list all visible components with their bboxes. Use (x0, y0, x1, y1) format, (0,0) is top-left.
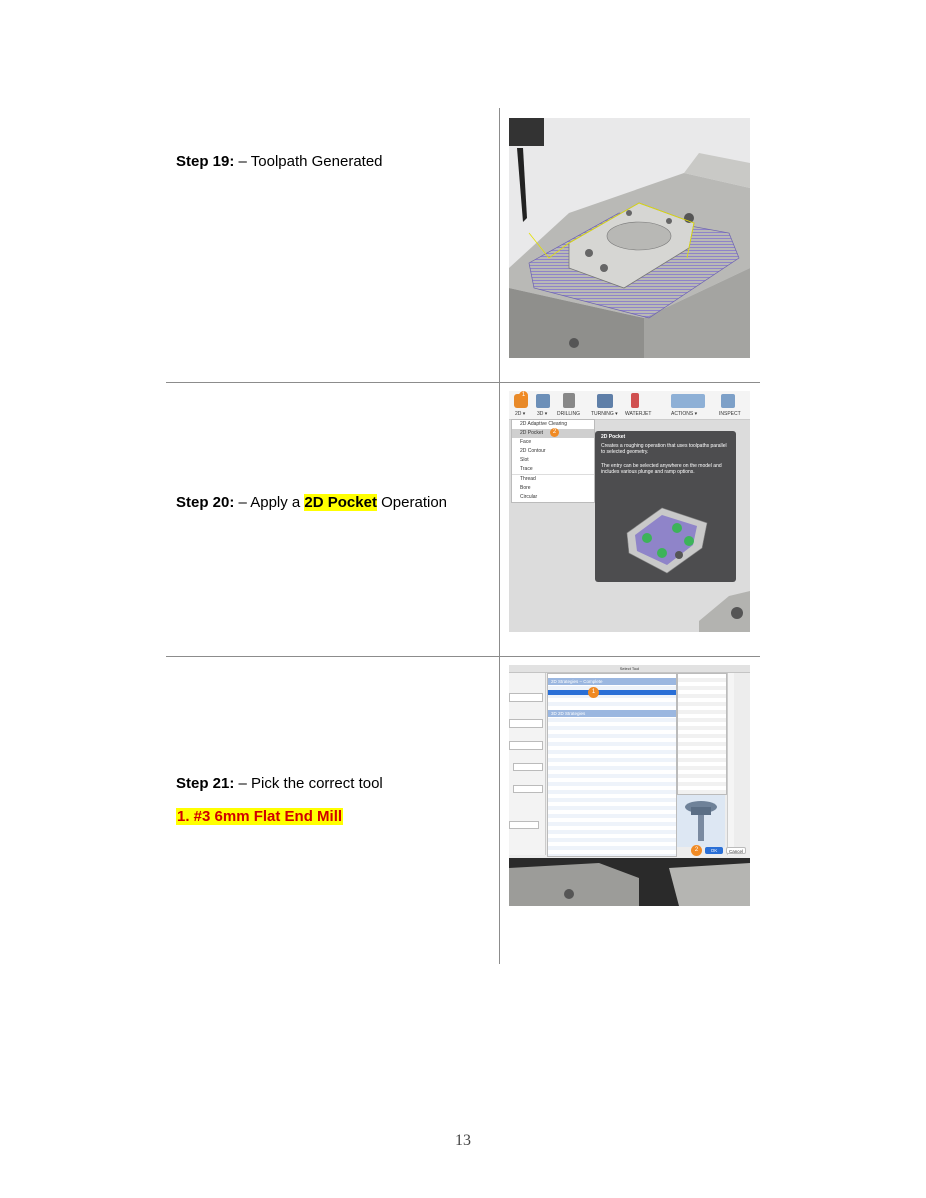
table-divider-row-2 (166, 656, 760, 657)
inspect-tab-icon[interactable] (721, 394, 735, 408)
menu-item-2d-adaptive[interactable]: 2D Adaptive Clearing (520, 421, 567, 427)
dialog-titlebar: Select Tool (509, 665, 750, 673)
tool-group-header-2: 3D 2D Strategies (548, 710, 676, 717)
step-21-caption: Step 21: – Pick the correct tool (176, 775, 383, 792)
menu-item-bore[interactable]: Bore (520, 485, 531, 491)
tab-2d[interactable]: 2D ▾ (515, 411, 526, 417)
vise-fragment (699, 591, 750, 632)
badge-step-2: 2 (550, 428, 559, 437)
tooltip-description-1: Creates a roughing operation that uses toolpaths parallel to selected geometry. (601, 443, 727, 455)
tooltip-description-2: The entry can be selected anywhere on the model and includes various plunge and ramp options. (601, 463, 722, 475)
toolpath-screenshot (509, 118, 750, 358)
badge-select-tool: 1 (588, 687, 599, 698)
tool-choice-highlight: 1. #3 6mm Flat End Mill (177, 808, 343, 825)
tab-3d[interactable]: 3D ▾ (537, 411, 548, 417)
2d-pocket-tooltip (595, 431, 736, 582)
tab-actions[interactable]: ACTIONS ▾ (671, 411, 698, 417)
actions-tab-icon[interactable] (671, 394, 705, 408)
tool-row-selected-6mm-flat[interactable] (548, 690, 676, 695)
tool-list (547, 673, 677, 857)
page-number: 13 (455, 1132, 471, 1149)
tooltip-title: 2D Pocket (601, 434, 626, 440)
vise-bottom-fragment (509, 858, 750, 906)
setting-field-2[interactable] (513, 785, 543, 793)
cancel-button[interactable]: Cancel (726, 847, 746, 854)
ok-button[interactable]: OK (705, 847, 723, 854)
2d-dropdown-menu (511, 419, 595, 503)
waterjet-tab-icon[interactable] (631, 393, 639, 408)
step-20-caption: Step 20: – Apply a 2D Pocket Operation (176, 494, 448, 511)
tool-properties-pane (677, 673, 727, 795)
highlight-2d-pocket: 2D Pocket (304, 494, 377, 511)
3d-tab-icon[interactable] (536, 394, 550, 408)
setting-field-3[interactable] (509, 821, 539, 829)
menu-item-slot[interactable]: Slot (520, 457, 529, 463)
setting-dropdown-2[interactable] (509, 719, 543, 728)
menu-item-face[interactable]: Face (520, 439, 532, 445)
select-tool-screenshot (509, 665, 750, 906)
table-divider-row-1 (166, 382, 760, 383)
cam-ribbon (509, 391, 750, 420)
tool-settings-pane (509, 673, 546, 855)
badge-step-1: 1 (519, 391, 528, 400)
pocket-preview-image (617, 493, 717, 578)
menu-item-circular[interactable]: Circular (520, 494, 538, 500)
menu-item-trace[interactable]: Trace (520, 466, 533, 472)
step-19-caption: Step 19: – Toolpath Generated (176, 153, 383, 170)
tool-group-header-1: 2D Strategies – Complete (548, 678, 676, 685)
tab-waterjet[interactable]: WATERJET (625, 411, 652, 417)
tool-preview-image (677, 795, 725, 847)
setting-field-1[interactable] (513, 763, 543, 771)
2d-pocket-screenshot (509, 391, 750, 632)
turning-tab-icon[interactable] (597, 394, 613, 408)
badge-ok: 2 (691, 845, 702, 856)
menu-item-thread[interactable]: Thread (512, 474, 594, 484)
setting-dropdown-3[interactable] (509, 741, 543, 750)
tab-inspect[interactable]: INSPECT (719, 411, 741, 417)
properties-scrollbar[interactable] (727, 673, 734, 855)
setting-dropdown-1[interactable] (509, 693, 543, 702)
drilling-tab-icon[interactable] (563, 393, 575, 408)
tab-drilling[interactable]: DRILLING (557, 411, 581, 417)
tab-turning[interactable]: TURNING ▾ (591, 411, 618, 417)
menu-item-2d-contour[interactable]: 2D Contour (520, 448, 546, 454)
table-divider-vertical (499, 108, 500, 964)
menu-item-2d-pocket[interactable]: 2D Pocket 2 (512, 429, 594, 438)
